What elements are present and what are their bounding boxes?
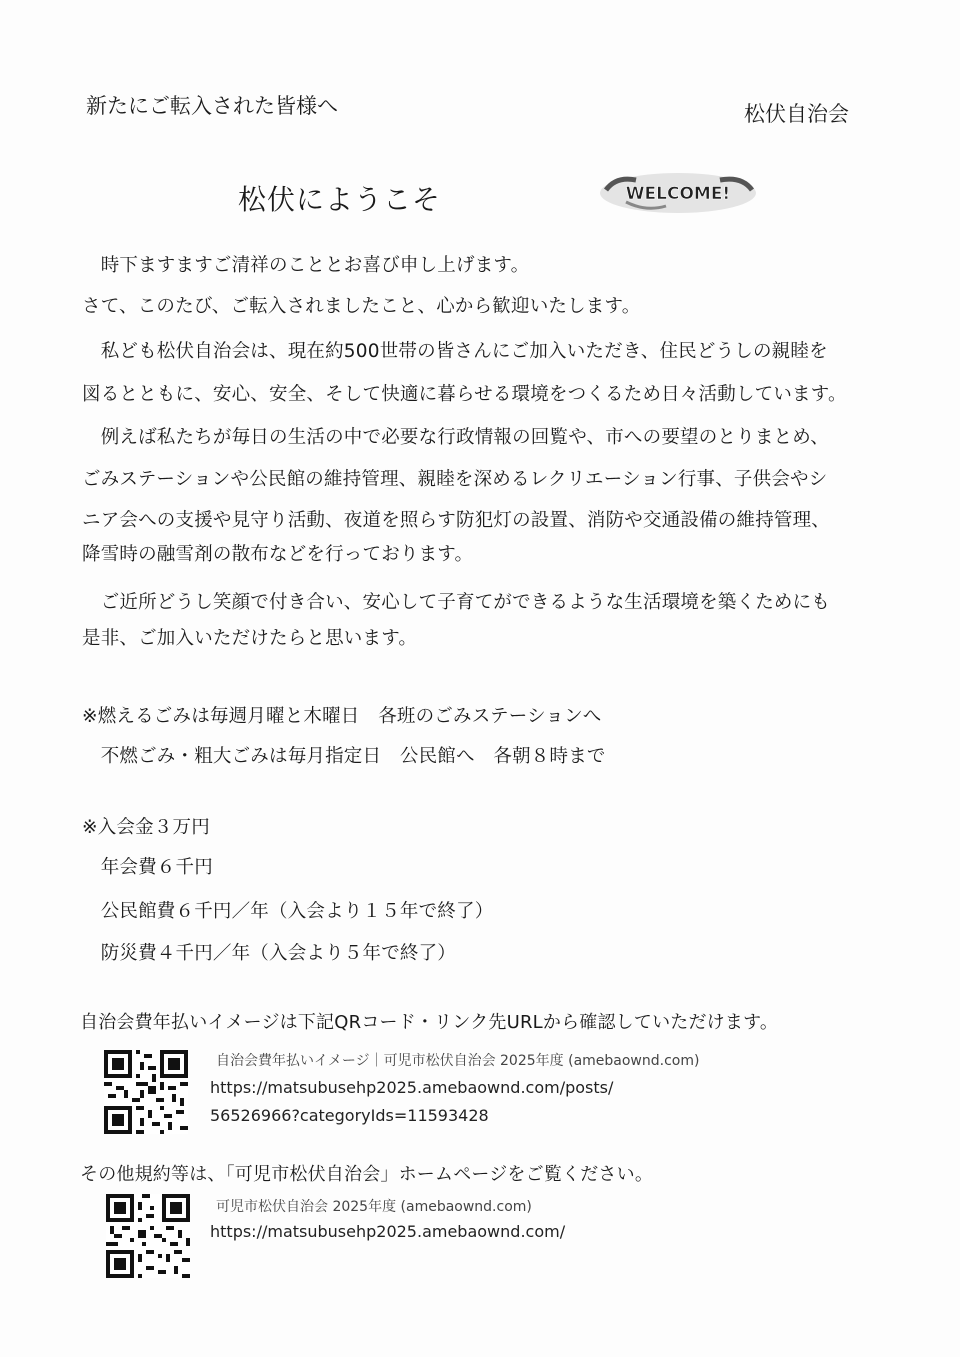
link1-url-line1[interactable]: https://matsubusehp2025.amebaownd.com/posts/	[210, 1078, 614, 1097]
garbage-note-burnable: ※燃えるごみは毎週月曜と木曜日 各班のごみステーションへ	[82, 706, 602, 727]
body-line: ニア会への支援や見守り活動、夜道を照らす防犯灯の設置、消防や交通設備の維持管理、	[82, 510, 831, 531]
body-line: 是非、ご加入いただけたらと思います。	[82, 628, 418, 649]
body-line: さて、このたび、ご転入されましたこと、心から歓迎いたします。	[82, 296, 641, 317]
garbage-note-nonburnable: 不燃ごみ・粗大ごみは毎月指定日 公民館へ 各朝８時まで	[82, 746, 606, 767]
link1-title: 自治会費年払いイメージ｜可児市松伏自治会 2025年度 (amebaownd.com)	[216, 1053, 700, 1069]
qr-intro-text: 自治会費年払いイメージは下記QRコード・リンク先URLから確認していただけます。	[80, 1012, 779, 1033]
welcome-badge-text: WELCOME!	[625, 184, 731, 204]
body-line: 例えば私たちが毎日の生活の中で必要な行政情報の回覧や、市への要望のとりまとめ、	[82, 427, 829, 448]
qr-code-icon[interactable]	[104, 1050, 188, 1138]
body-line: 図るとともに、安心、安全、そして快適に暮らせる環境をつくるため日々活動しています。	[82, 384, 847, 405]
body-line: ご近所どうし笑顔で付き合い、安心して子育てができるような生活環境を築くためにも	[82, 592, 831, 613]
page-title: 松伏にようこそ	[238, 183, 442, 216]
body-line: 降雪時の融雪剤の散布などを行っております。	[82, 544, 474, 565]
other-rules-text: その他規約等は、「可児市松伏自治会」ホームページをご覧ください。	[80, 1164, 654, 1185]
body-line: 私ども松伏自治会は、現在約500世帯の皆さんにご加入いただき、住民どうしの親睦を	[82, 341, 828, 362]
welcome-badge-icon	[596, 168, 760, 218]
qr-code-icon[interactable]	[106, 1194, 190, 1282]
body-line: ごみステーションや公民館の維持管理、親睦を深めるレクリエーション行事、子供会やシ	[82, 469, 828, 490]
link1-url-line2[interactable]: 56526966?categoryIds=11593428	[210, 1106, 489, 1125]
organization-name: 松伏自治会	[744, 102, 849, 126]
fee-disaster: 防災費４千円／年（入会より５年で終了）	[82, 943, 457, 964]
fee-entrance: ※入会金３万円	[82, 817, 210, 838]
link2-title: 可児市松伏自治会 2025年度 (amebaownd.com)	[216, 1199, 532, 1215]
link2-url[interactable]: https://matsubusehp2025.amebaownd.com/	[210, 1222, 566, 1241]
fee-annual: 年会費６千円	[82, 857, 213, 878]
greeting-heading: 新たにご転入された皆様へ	[86, 94, 338, 118]
body-line: 時下ますますご清祥のこととお喜び申し上げます。	[82, 255, 530, 276]
fee-community-hall: 公民館費６千円／年（入会より１５年で終了）	[82, 901, 494, 922]
